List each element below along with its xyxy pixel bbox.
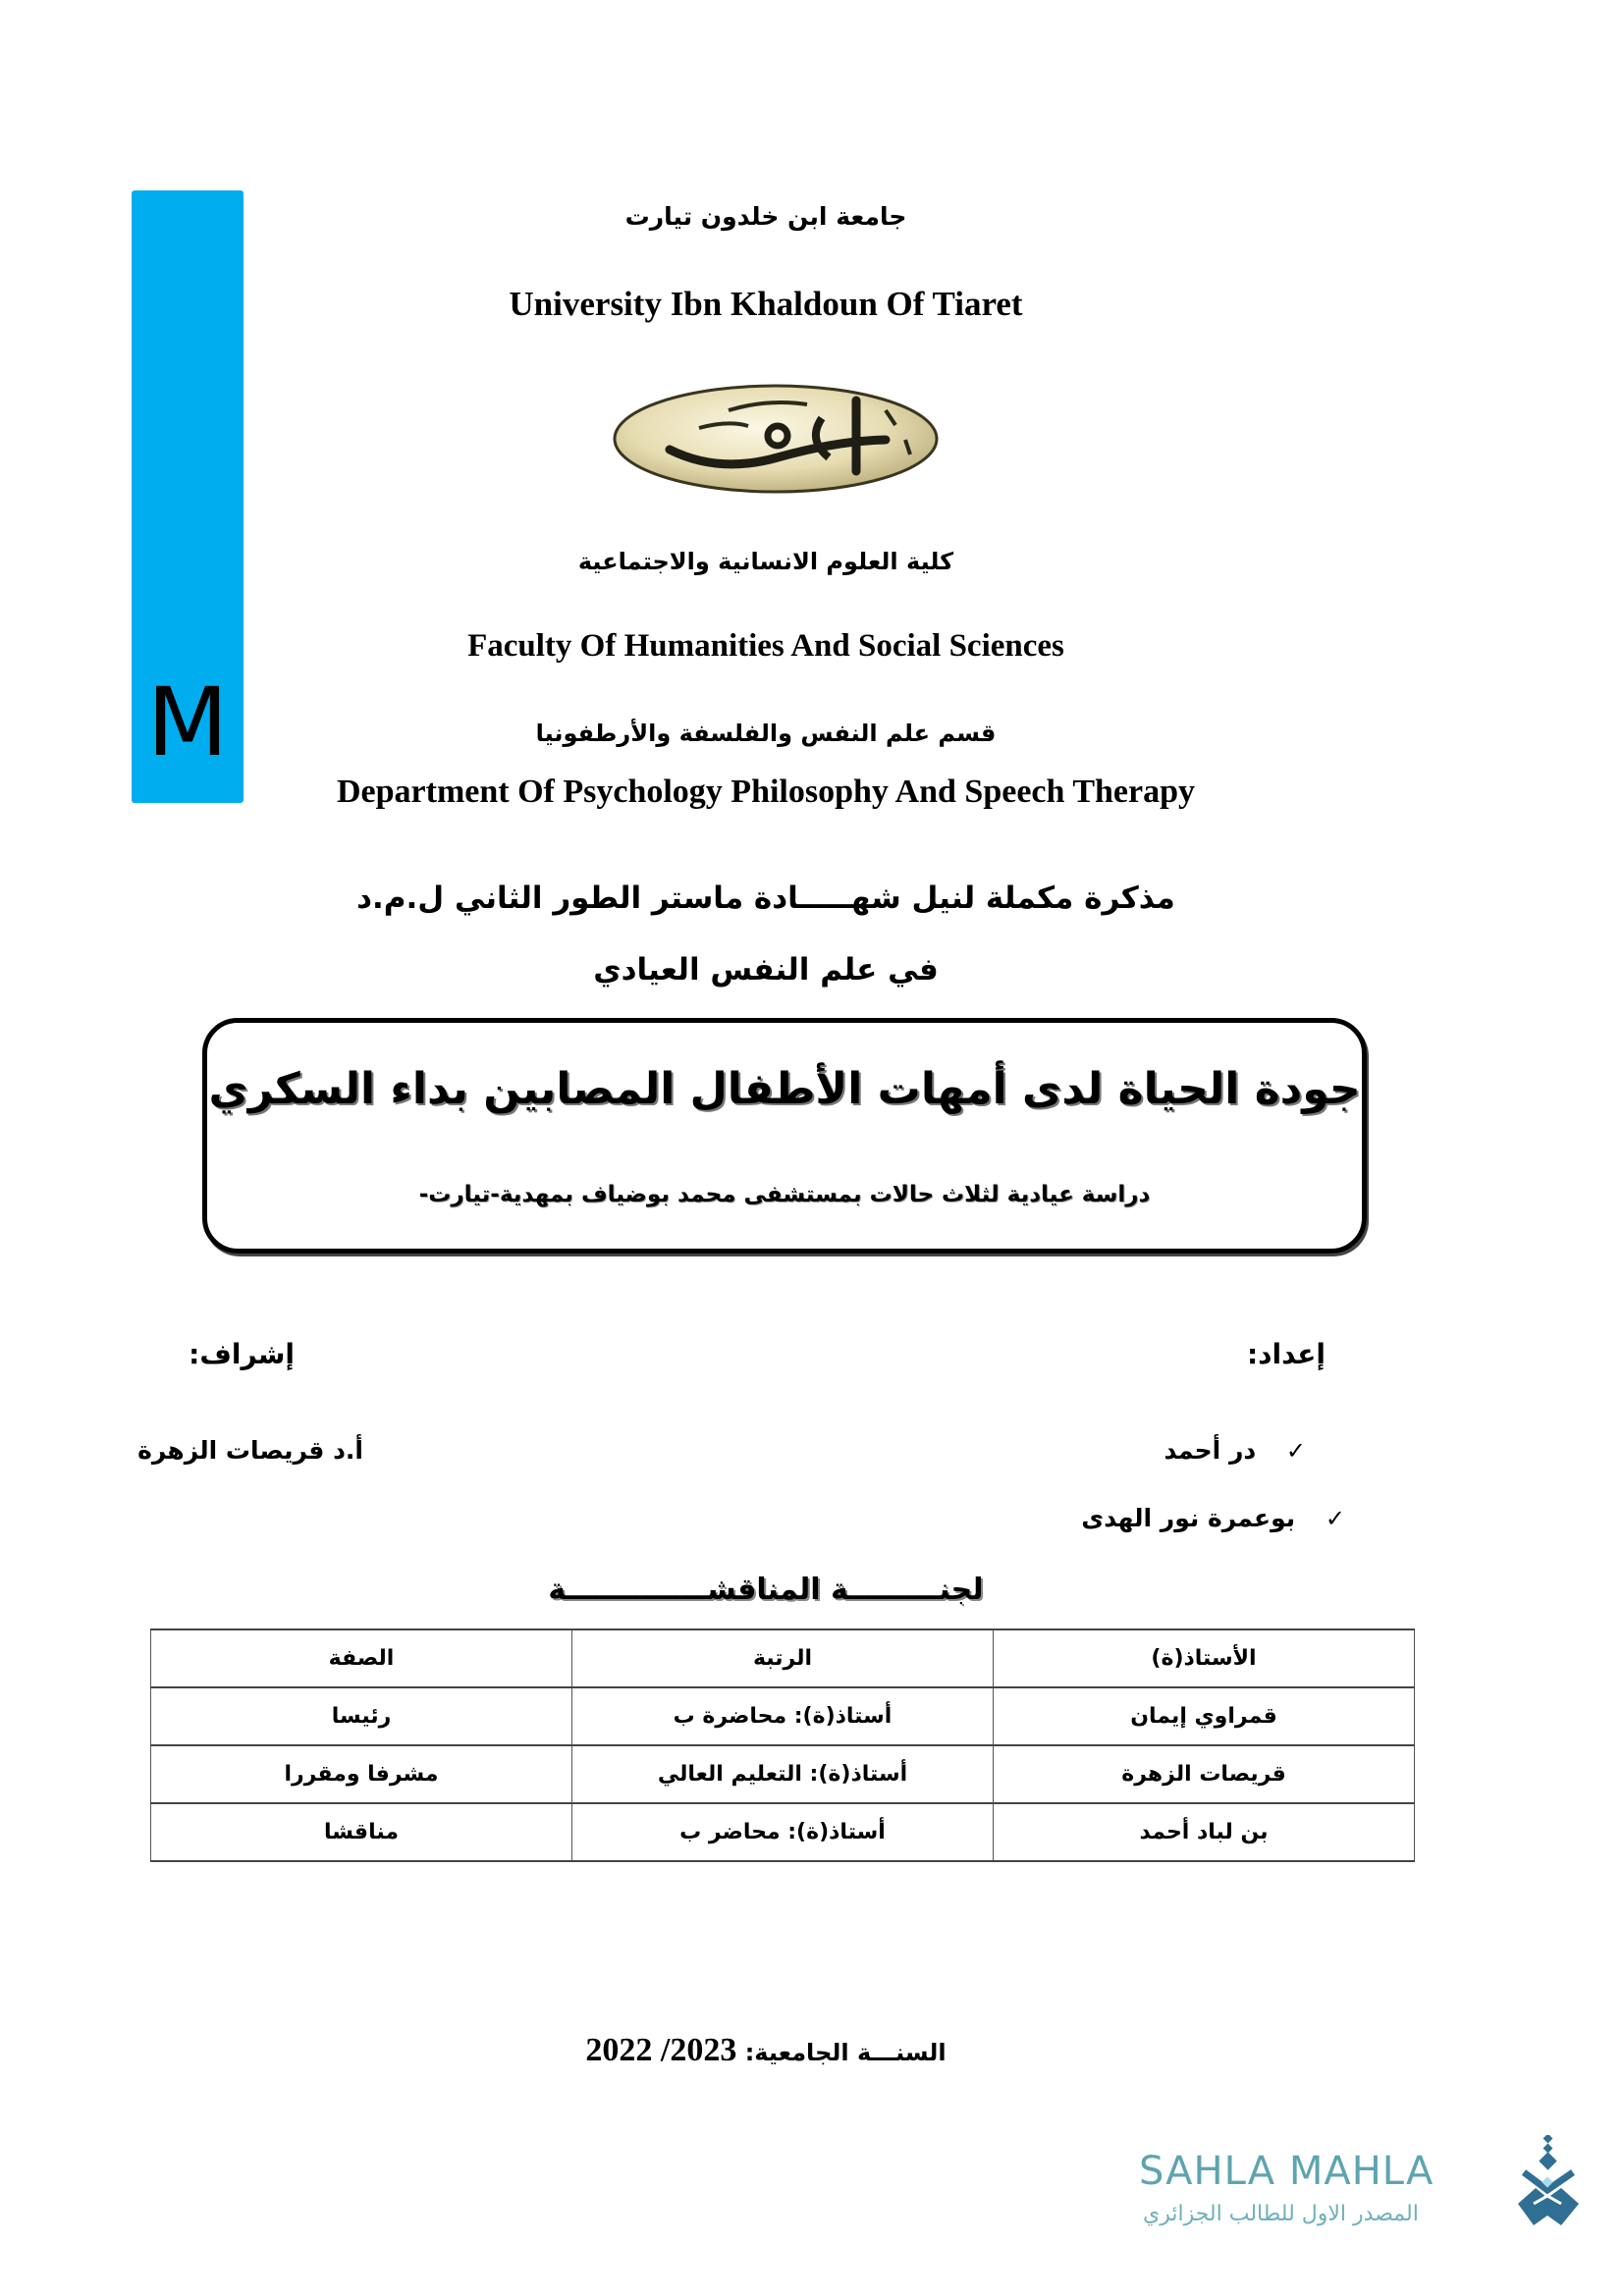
academic-year <box>550 2032 982 2069</box>
table-row <box>151 1803 1415 1861</box>
professor-rank: أستاذ(ة): محاضر ب <box>572 1803 994 1861</box>
professor-rank: أستاذ(ة): محاضرة ب <box>572 1687 994 1745</box>
watermark-emblem-icon <box>1514 2135 1585 2233</box>
thesis-title: جودة الحياة لدى أمهات الأطفال المصابين بداء السكري <box>208 1064 1361 1114</box>
check-icon: ✓ <box>1325 1505 1345 1532</box>
department-name-en: Department Of Psychology Philosophy And Speech Therapy <box>336 774 1195 810</box>
header-role: الصفة <box>151 1629 572 1687</box>
title-box <box>202 1018 1367 1254</box>
prepared-by-label: إعداد: <box>1246 1338 1326 1370</box>
student-item <box>982 1436 1306 1465</box>
academic-year-label: السنـــة الجامعية: <box>744 2039 947 2066</box>
academic-year-value: 2022 /2023 <box>585 2032 737 2068</box>
watermark-tagline: المصدر الاول للطالب الجزائري <box>1143 2202 1419 2226</box>
header-professor: الأستاذ(ة) <box>994 1629 1415 1687</box>
watermark-logo <box>1139 2135 1591 2243</box>
supervised-by-label: إشراف: <box>189 1338 295 1370</box>
professor-role: مناقشا <box>151 1803 572 1861</box>
committee-title: لجنـــــــــة المناقشــــــــــــــة <box>548 1573 984 1607</box>
thesis-specialty-line: في علم النفس العيادي <box>593 952 939 988</box>
student-name: در أحمد <box>1164 1436 1257 1465</box>
department-name-ar: قسم علم النفس والفلسفة والأرطفونيا <box>535 720 997 747</box>
professor-name: قمراوي إيمان <box>994 1687 1415 1745</box>
committee-table <box>150 1629 1415 1862</box>
professor-rank: أستاذ(ة): التعليم العالي <box>572 1745 994 1803</box>
university-logo-icon <box>611 381 941 497</box>
professor-role: مشرفا ومقررا <box>151 1745 572 1803</box>
supervisor-name: أ.د قريصات الزهرة <box>137 1436 363 1465</box>
table-row <box>151 1687 1415 1745</box>
thesis-subtitle: دراسة عيادية لثلاث حالات بمستشفى محمد بوضياف بمهدية-تيارت- <box>418 1182 1151 1207</box>
faculty-name-en: Faculty Of Humanities And Social Sciences <box>467 628 1064 664</box>
student-name: بوعمرة نور الهدى <box>1081 1504 1296 1532</box>
professor-name: قريصات الزهرة <box>994 1745 1415 1803</box>
university-name-ar: جامعة ابن خلدون تيارت <box>624 202 907 231</box>
watermark-brand: SAHLA MAHLA <box>1139 2149 1435 2194</box>
table-row <box>151 1745 1415 1803</box>
university-logo <box>611 381 941 497</box>
student-item <box>982 1504 1345 1532</box>
faculty-name-ar: كلية العلوم الانسانية والاجتماعية <box>577 548 954 575</box>
table-header-row <box>151 1629 1415 1687</box>
master-letter: M <box>146 667 229 777</box>
thesis-degree-line: مذكرة مكملة لنيل شهـــــادة ماستر الطور الثاني ل.م.د <box>356 881 1175 916</box>
check-icon: ✓ <box>1285 1437 1306 1465</box>
university-name-en: University Ibn Khaldoun Of Tiaret <box>509 285 1023 323</box>
header-rank: الرتبة <box>572 1629 994 1687</box>
professor-role: رئيسا <box>151 1687 572 1745</box>
side-band <box>132 190 244 803</box>
professor-name: بن لباد أحمد <box>994 1803 1415 1861</box>
